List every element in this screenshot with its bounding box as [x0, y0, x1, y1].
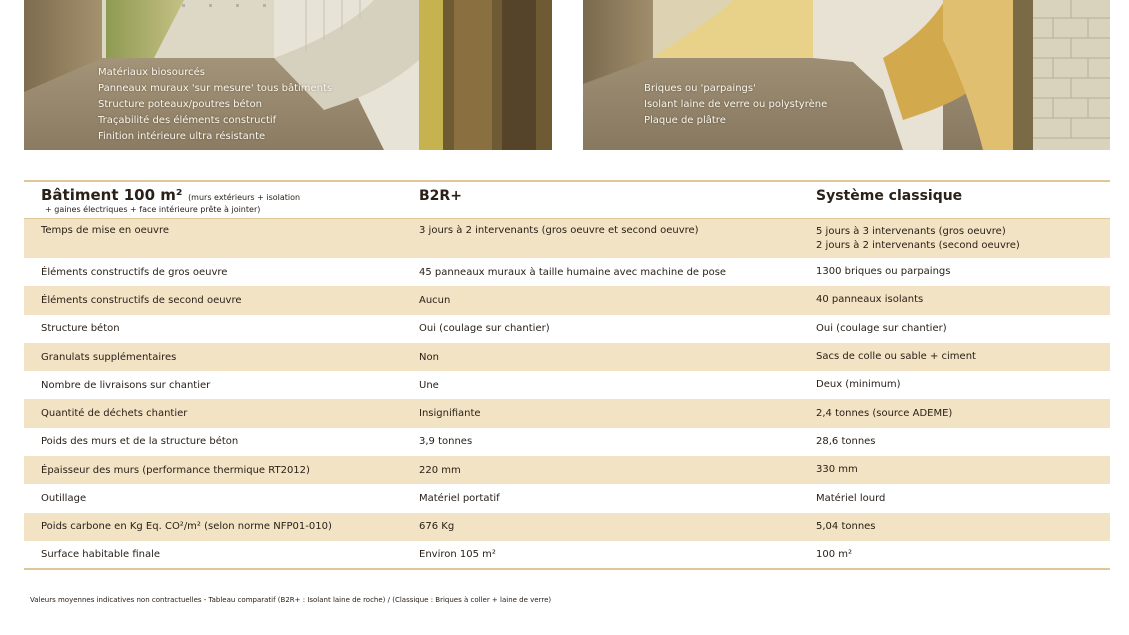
- row-b2r-value: Oui (coulage sur chantier): [419, 323, 550, 335]
- b2r-feature-item: Structure poteaux/poutres béton: [98, 99, 263, 110]
- comparison-table: [24, 180, 1110, 570]
- classic-value-line: 330 mm: [816, 464, 858, 476]
- table-row: [24, 286, 1110, 314]
- row-classic-value: [816, 513, 1110, 541]
- header-classic-label: Système classique: [816, 188, 963, 204]
- table-row: [24, 258, 1110, 286]
- classic-feature-item: Briques ou 'parpaings': [644, 83, 756, 94]
- classic-value-line: 1300 briques ou parpaings: [816, 266, 951, 278]
- footnote: Valeurs moyennes indicatives non contractuelles - Tableau comparatif (B2R+ : Isolant laine de roche) / (Classique : Briques à coller + laine de verre): [30, 596, 552, 604]
- table-row: [24, 513, 1110, 541]
- row-classic-value: [816, 343, 1110, 371]
- b2r-feature-item: Finition intérieure ultra résistante: [98, 131, 266, 142]
- row-b2r-value: 3 jours à 2 intervenants (gros oeuvre et second oeuvre): [419, 218, 816, 258]
- row-classic-value: [816, 315, 1110, 343]
- row-classic-value: [816, 456, 1110, 484]
- row-label: Nombre de livraisons sur chantier: [41, 379, 211, 391]
- row-label: Poids carbone en Kg Eq. CO²/m² (selon norme NFP01-010): [24, 513, 419, 541]
- table-row: [24, 541, 1110, 569]
- row-label: Poids des murs et de la structure béton: [41, 436, 239, 448]
- table-row: [24, 456, 1110, 484]
- classic-value-line: 40 panneaux isolants: [816, 294, 924, 306]
- classic-value-line: Matériel lourd: [816, 492, 886, 504]
- row-b2r-value: 3,9 tonnes: [419, 436, 473, 448]
- row-label: Épaisseur des murs (performance thermique RT2012): [24, 456, 419, 484]
- table-row: [24, 484, 1110, 512]
- row-label: Granulats supplémentaires: [24, 343, 419, 371]
- b2r-feature-item: Traçabilité des éléments constructif: [98, 115, 277, 126]
- header-building-note: (murs extérieurs + isolation: [188, 193, 301, 202]
- classic-value-line: 5,04 tonnes: [816, 520, 876, 532]
- row-b2r-value: Une: [419, 379, 439, 391]
- b2r-feature-item: Matériaux biosourcés: [98, 67, 205, 78]
- header-b2r-label: B2R+: [419, 188, 462, 204]
- row-b2r-value: Non: [419, 343, 816, 371]
- classic-value-line: Sacs de colle ou sable + ciment: [816, 351, 976, 363]
- row-label: Outillage: [41, 493, 87, 505]
- row-classic-value: [816, 258, 1110, 286]
- classic-feature-item: Plaque de plâtre: [644, 115, 726, 126]
- row-classic-value: [816, 428, 1110, 456]
- row-b2r-value: 676 Kg: [419, 513, 816, 541]
- b2r-features-list: [98, 65, 332, 145]
- classic-value-line: Oui (coulage sur chantier): [816, 322, 947, 334]
- row-b2r-value: Environ 105 m²: [419, 549, 496, 561]
- row-b2r-value: 45 panneaux muraux à taille humaine avec machine de pose: [419, 266, 727, 278]
- row-classic-value: [816, 484, 1110, 512]
- row-classic-value: [816, 218, 1110, 258]
- table-row: [24, 428, 1110, 456]
- classic-features-list: [644, 81, 827, 129]
- row-label: Quantité de déchets chantier: [24, 399, 419, 427]
- table-row: [24, 218, 1110, 258]
- row-label: Éléments constructifs de second oeuvre: [24, 286, 419, 314]
- table-header-row: [24, 181, 1110, 218]
- header-b2r: [419, 181, 816, 218]
- classic-value-line: 28,6 tonnes: [816, 435, 876, 447]
- table-row: [24, 399, 1110, 427]
- row-classic-value: [816, 399, 1110, 427]
- row-b2r-value: Aucun: [419, 286, 816, 314]
- row-classic-value: [816, 371, 1110, 399]
- b2r-wall-illustration: [24, 0, 552, 150]
- row-classic-value: [816, 286, 1110, 314]
- row-b2r-value: Matériel portatif: [419, 493, 500, 505]
- classic-value-line: 5 jours à 3 intervenants (gros oeuvre): [816, 225, 1006, 237]
- row-classic-value: [816, 541, 1110, 569]
- row-b2r-value: 220 mm: [419, 456, 816, 484]
- header-building: [24, 181, 419, 218]
- row-label: Éléments constructifs de gros oeuvre: [41, 266, 228, 278]
- b2r-feature-item: Panneaux muraux 'sur mesure' tous bâtiments: [98, 83, 333, 94]
- classic-wall-illustration: [583, 0, 1110, 150]
- classic-value-line: Deux (minimum): [816, 379, 901, 391]
- row-b2r-value: Insignifiante: [419, 399, 816, 427]
- header-building-subnote: + gaines électriques + face intérieure prête à jointer): [45, 205, 261, 214]
- classic-feature-item: Isolant laine de verre ou polystyrène: [644, 99, 828, 110]
- classic-value-line: 100 m²: [816, 548, 853, 560]
- row-label: Structure béton: [41, 323, 120, 335]
- table-row: [24, 371, 1110, 399]
- row-label: Temps de mise en oeuvre: [24, 218, 419, 258]
- row-label: Surface habitable finale: [41, 549, 161, 561]
- classic-value-line: 2,4 tonnes (source ADEME): [816, 407, 953, 419]
- table-row: [24, 343, 1110, 371]
- header-classic: [816, 181, 1110, 218]
- classic-value-line: 2 jours à 2 intervenants (second oeuvre): [816, 239, 1020, 251]
- table-body: [24, 218, 1110, 569]
- header-building-title: Bâtiment 100 m²: [41, 186, 183, 204]
- table-row: [24, 315, 1110, 343]
